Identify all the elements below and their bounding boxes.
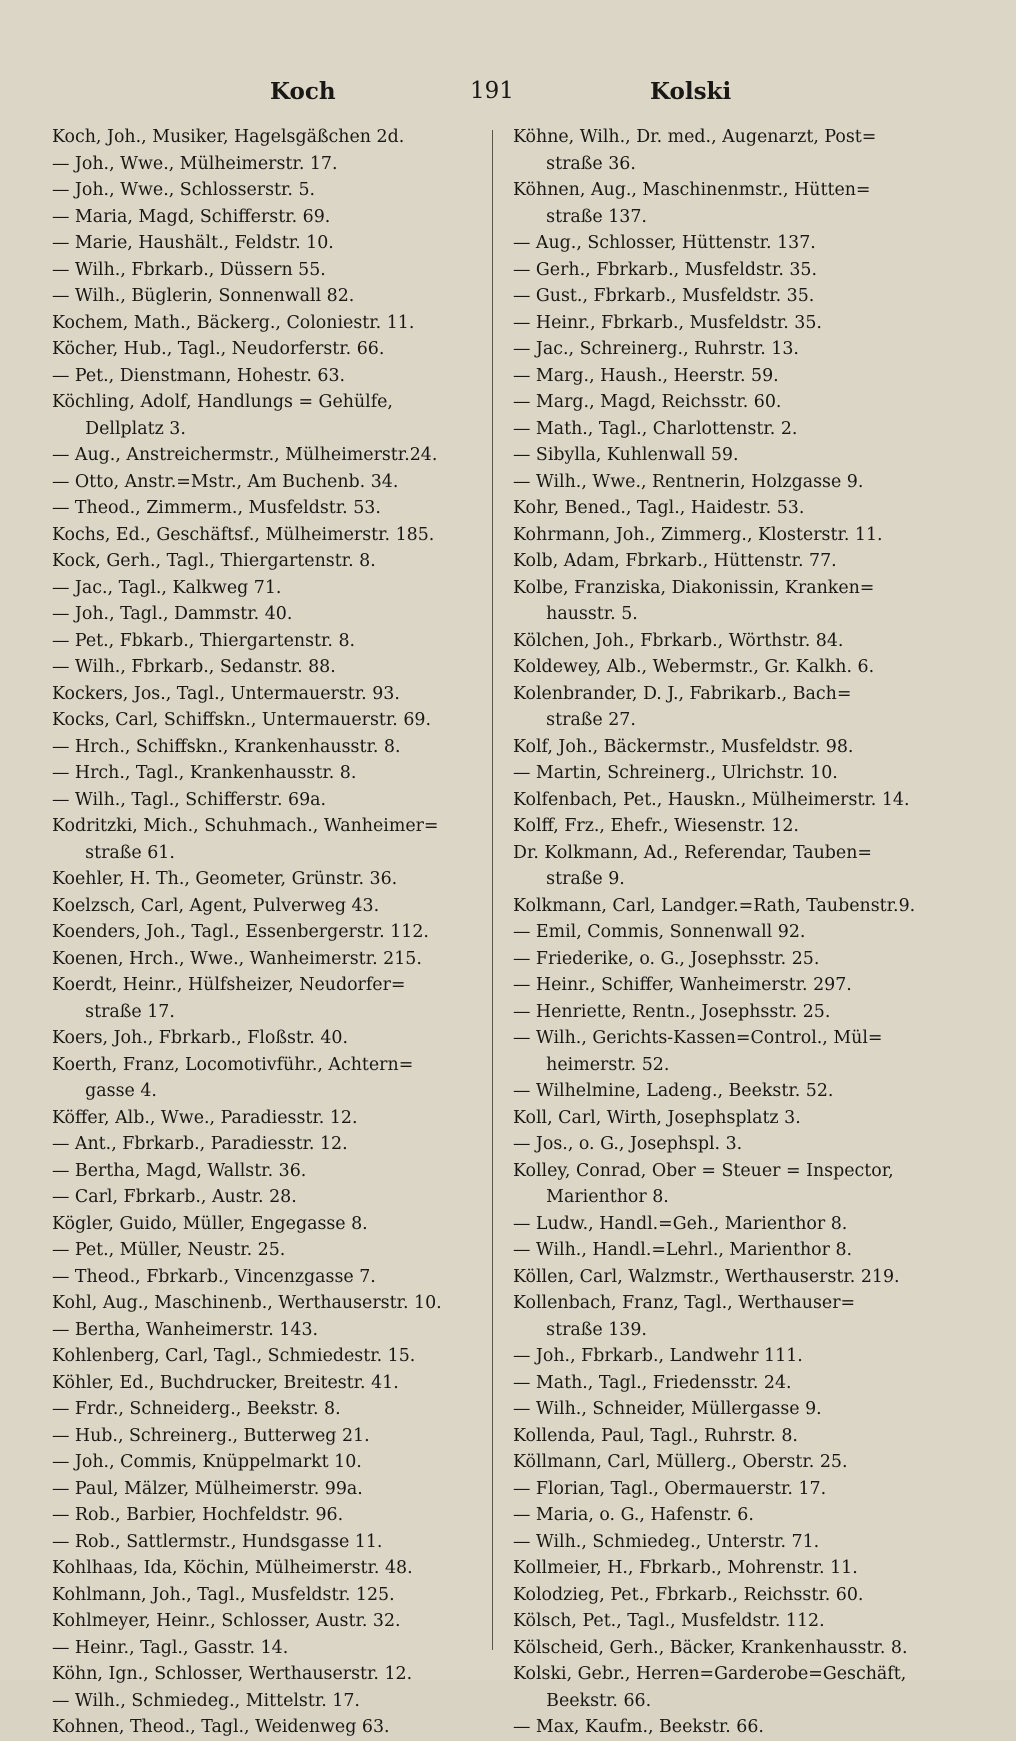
- directory-entry-line: Koerdt, Heinr., Hülfsheizer, Neudorfer=: [52, 975, 406, 995]
- directory-entry-line: Kolenbrander, D. J., Fabrikarb., Bach=: [513, 683, 852, 704]
- directory-entry-line: Kohl, Aug., Maschinenb., Werthauserstr. 10.: [52, 1293, 442, 1313]
- column-divider: [492, 130, 493, 1650]
- directory-entry-line: Dr. Kolkmann, Ad., Referendar, Tauben=: [513, 842, 872, 863]
- directory-entry-line: Kolf, Joh., Bäckermstr., Musfeldstr. 98.: [513, 736, 854, 757]
- directory-entry-line: Kohnen, Theod., Tagl., Weidenweg 63.: [52, 1717, 390, 1737]
- directory-entry-line: — Sibylla, Kuhlenwall 59.: [513, 445, 739, 465]
- directory-entry-line: — Maria, o. G., Hafenstr. 6.: [513, 1505, 754, 1525]
- directory-entry-line: Köhne, Wilh., Dr. med., Augenarzt, Post=: [513, 127, 877, 147]
- directory-entry-line: — Ant., Fbrkarb., Paradiesstr. 12.: [52, 1134, 348, 1154]
- directory-entry-line: — Pet., Dienstmann, Hohestr. 63.: [52, 365, 346, 386]
- directory-entry-line: — Marg., Haush., Heerstr. 59.: [513, 365, 779, 386]
- directory-entry-line: — Otto, Anstr.=Mstr., Am Buchenb. 34.: [52, 471, 399, 492]
- directory-entry-line: heimerstr. 52.: [513, 1054, 670, 1075]
- directory-entry-line: Koelzsch, Carl, Agent, Pulverweg 43.: [52, 895, 380, 916]
- directory-entry-line: Koldewey, Alb., Webermstr., Gr. Kalkh. 6.: [513, 657, 875, 677]
- directory-entry-line: straße 9.: [513, 869, 625, 889]
- directory-entry-line: Kockers, Jos., Tagl., Untermauerstr. 93.: [52, 683, 400, 704]
- directory-entry-line: Kollenda, Paul, Tagl., Ruhrstr. 8.: [513, 1425, 798, 1446]
- directory-entry-line: — Maria, Magd, Schifferstr. 69.: [52, 206, 331, 227]
- directory-entry-line: Koll, Carl, Wirth, Josephsplatz 3.: [513, 1107, 801, 1128]
- directory-entry-line: straße 137.: [513, 206, 647, 227]
- directory-entry-line: straße 17.: [52, 1001, 175, 1022]
- directory-entry-line: — Pet., Müller, Neustr. 25.: [52, 1240, 286, 1260]
- directory-entry-line: — Max, Kaufm., Beekstr. 66.: [513, 1717, 764, 1737]
- directory-entry-line: Kohr, Bened., Tagl., Haidestr. 53.: [513, 498, 805, 518]
- directory-entry-line: straße 61.: [52, 842, 175, 863]
- directory-entry-line: Kolkmann, Carl, Landger.=Rath, Taubenstr.9.: [513, 895, 916, 916]
- directory-entry-line: — Wilh., Fbrkarb., Düssern 55.: [52, 259, 326, 280]
- directory-entry-line: Kölchen, Joh., Fbrkarb., Wörthstr. 84.: [513, 630, 844, 651]
- directory-entry-line: — Heinr., Fbrkarb., Musfeldstr. 35.: [513, 312, 822, 333]
- directory-entry-line: Koenen, Hrch., Wwe., Wanheimerstr. 215.: [52, 948, 422, 969]
- directory-entry-line: Marienthor 8.: [513, 1187, 669, 1207]
- directory-entry-line: Kock, Gerh., Tagl., Thiergartenstr. 8.: [52, 551, 376, 571]
- directory-entry-line: — Joh., Commis, Knüppelmarkt 10.: [52, 1452, 362, 1472]
- directory-entry-line: — Joh., Wwe., Schlosserstr. 5.: [52, 180, 316, 200]
- directory-entry-line: Kocks, Carl, Schiffskn., Untermauerstr. 69.: [52, 710, 432, 730]
- directory-entry-line: — Wilh., Gerichts-Kassen=Control., Mül=: [513, 1028, 883, 1048]
- directory-entry-line: Köhler, Ed., Buchdrucker, Breitestr. 41.: [52, 1372, 399, 1393]
- directory-entry-line: — Rob., Sattlermstr., Hundsgasse 11.: [52, 1531, 383, 1552]
- directory-entry-line: — Wilhelmine, Ladeng., Beekstr. 52.: [513, 1081, 834, 1101]
- directory-entry-line: Koenders, Joh., Tagl., Essenbergerstr. 112.: [52, 922, 429, 942]
- directory-entry-line: hausstr. 5.: [513, 604, 638, 624]
- directory-entry-line: — Heinr., Tagl., Gasstr. 14.: [52, 1637, 289, 1658]
- directory-entry-line: — Wilh., Wwe., Rentnerin, Holzgasse 9.: [513, 471, 864, 492]
- directory-entry-line: — Carl, Fbrkarb., Austr. 28.: [52, 1187, 297, 1207]
- directory-entry-line: Beekstr. 66.: [513, 1690, 652, 1711]
- directory-entry-line: — Pet., Fbkarb., Thiergartenstr. 8.: [52, 630, 356, 651]
- right-column: [513, 124, 968, 1741]
- directory-entry-line: Kochs, Ed., Geschäftsf., Mülheimerstr. 185.: [52, 524, 435, 545]
- directory-entry-line: Köhnen, Aug., Maschinenmstr., Hütten=: [513, 180, 871, 200]
- directory-entry-line: — Joh., Tagl., Dammstr. 40.: [52, 604, 293, 624]
- directory-entry-line: Kohlmann, Joh., Tagl., Musfeldstr. 125.: [52, 1584, 395, 1605]
- directory-entry-line: Köhn, Ign., Schlosser, Werthauserstr. 12.: [52, 1664, 413, 1684]
- directory-entry-line: — Aug., Schlosser, Hüttenstr. 137.: [513, 233, 816, 253]
- directory-entry-line: — Gerh., Fbrkarb., Musfeldstr. 35.: [513, 259, 818, 280]
- directory-entry-line: Kohlmeyer, Heinr., Schlosser, Austr. 32.: [52, 1611, 401, 1631]
- directory-entry-line: Kohrmann, Joh., Zimmerg., Klosterstr. 11.: [513, 524, 883, 545]
- directory-entry-line: — Bertha, Wanheimerstr. 143.: [52, 1319, 319, 1340]
- directory-entry-line: Koch, Joh., Musiker, Hagelsgäßchen 2d.: [52, 127, 405, 147]
- directory-entry-line: — Florian, Tagl., Obermauerstr. 17.: [513, 1478, 827, 1499]
- directory-entry-line: Kolff, Frz., Ehefr., Wiesenstr. 12.: [513, 816, 799, 836]
- directory-entry-line: Kölscheid, Gerh., Bäcker, Krankenhausstr. 8.: [513, 1637, 908, 1658]
- directory-entry-line: — Jac., Tagl., Kalkweg 71.: [52, 577, 282, 598]
- directory-entry-line: — Hrch., Schiffskn., Krankenhausstr. 8.: [52, 736, 401, 757]
- page-number: 191: [470, 78, 514, 104]
- header-left-catchword: Koch: [270, 78, 336, 105]
- directory-entry-line: — Bertha, Magd, Wallstr. 36.: [52, 1160, 307, 1181]
- directory-entry-line: — Wilh., Büglerin, Sonnenwall 82.: [52, 286, 355, 306]
- directory-entry-line: Kohlenberg, Carl, Tagl., Schmiedestr. 15.: [52, 1346, 416, 1366]
- directory-entry-line: — Joh., Fbrkarb., Landwehr 111.: [513, 1346, 803, 1366]
- directory-entry-line: Kollmeier, H., Fbrkarb., Mohrenstr. 11.: [513, 1558, 858, 1578]
- directory-entry-line: Kodritzki, Mich., Schuhmach., Wanheimer=: [52, 816, 439, 836]
- directory-entry-line: Dellplatz 3.: [52, 418, 186, 439]
- directory-entry-line: — Hrch., Tagl., Krankenhausstr. 8.: [52, 763, 357, 783]
- directory-entry-line: — Rob., Barbier, Hochfeldstr. 96.: [52, 1505, 344, 1525]
- directory-entry-line: Kolfenbach, Pet., Hauskn., Mülheimerstr. 14.: [513, 789, 910, 810]
- directory-entry-line: — Hub., Schreinerg., Butterweg 21.: [52, 1425, 370, 1446]
- directory-entry-line: — Ludw., Handl.=Geh., Marienthor 8.: [513, 1213, 848, 1234]
- directory-entry-line: — Wilh., Fbrkarb., Sedanstr. 88.: [52, 657, 336, 677]
- directory-entry-line: straße 139.: [513, 1319, 647, 1340]
- directory-entry-line: — Theod., Fbrkarb., Vincenzgasse 7.: [52, 1266, 376, 1287]
- directory-entry-line: Kölsch, Pet., Tagl., Musfeldstr. 112.: [513, 1611, 825, 1631]
- directory-entry-line: — Wilh., Handl.=Lehrl., Marienthor 8.: [513, 1240, 853, 1260]
- directory-entry-line: — Joh., Wwe., Mülheimerstr. 17.: [52, 153, 338, 174]
- directory-entry-line: — Jac., Schreinerg., Ruhrstr. 13.: [513, 339, 799, 359]
- directory-entry-line: — Aug., Anstreichermstr., Mülheimerstr.24.: [52, 445, 438, 465]
- directory-entry-line: Kolodzieg, Pet., Fbrkarb., Reichsstr. 60.: [513, 1584, 864, 1605]
- directory-entry-line: Kolb, Adam, Fbrkarb., Hüttenstr. 77.: [513, 551, 837, 571]
- directory-entry-line: — Math., Tagl., Charlottenstr. 2.: [513, 418, 798, 439]
- page-header: [0, 78, 1016, 112]
- directory-entry-line: — Paul, Mälzer, Mülheimerstr. 99a.: [52, 1478, 363, 1499]
- directory-entry-line: Kolbe, Franziska, Diakonissin, Kranken=: [513, 577, 875, 598]
- header-right-catchword: Kolski: [650, 78, 732, 105]
- directory-entry-line: Kochem, Math., Bäckerg., Coloniestr. 11.: [52, 312, 415, 333]
- directory-entry-line: — Marg., Magd, Reichsstr. 60.: [513, 392, 782, 412]
- directory-entry-line: Kögler, Guido, Müller, Engegasse 8.: [52, 1213, 368, 1234]
- directory-entry-line: Koers, Joh., Fbrkarb., Floßstr. 40.: [52, 1028, 348, 1048]
- directory-entry-line: straße 27.: [513, 710, 636, 730]
- directory-entry-line: straße 36.: [513, 153, 636, 174]
- directory-entry-line: — Theod., Zimmerm., Musfeldstr. 53.: [52, 498, 381, 518]
- directory-entry-line: Köllen, Carl, Walzmstr., Werthauserstr. 219.: [513, 1266, 900, 1287]
- directory-entry-line: — Marie, Haushält., Feldstr. 10.: [52, 233, 334, 253]
- directory-entry-line: gasse 4.: [52, 1081, 157, 1101]
- directory-entry-line: — Jos., o. G., Josephspl. 3.: [513, 1134, 743, 1154]
- directory-entry-line: Kolski, Gebr., Herren=Garderobe=Geschäft,: [513, 1664, 907, 1684]
- left-column: [52, 124, 492, 1741]
- directory-entry-line: Koerth, Franz, Locomotivführ., Achtern=: [52, 1054, 414, 1075]
- directory-entry-line: Kohlhaas, Ida, Köchin, Mülheimerstr. 48.: [52, 1558, 413, 1578]
- directory-entry-line: — Heinr., Schiffer, Wanheimerstr. 297.: [513, 975, 852, 995]
- directory-entry-line: — Martin, Schreinerg., Ulrichstr. 10.: [513, 763, 838, 783]
- directory-entry-line: Koehler, H. Th., Geometer, Grünstr. 36.: [52, 869, 398, 889]
- directory-entry-line: Köcher, Hub., Tagl., Neudorferstr. 66.: [52, 339, 385, 359]
- directory-entry-line: Kolley, Conrad, Ober = Steuer = Inspector,: [513, 1160, 894, 1181]
- directory-entry-line: — Wilh., Schneider, Müllergasse 9.: [513, 1399, 822, 1419]
- directory-entry-line: — Friederike, o. G., Josephsstr. 25.: [513, 948, 820, 969]
- directory-entry-line: — Math., Tagl., Friedensstr. 24.: [513, 1372, 792, 1393]
- directory-entry-line: — Frdr., Schneiderg., Beekstr. 8.: [52, 1399, 341, 1419]
- directory-entry-line: Kollenbach, Franz, Tagl., Werthauser=: [513, 1293, 856, 1313]
- directory-entry-line: Köllmann, Carl, Müllerg., Oberstr. 25.: [513, 1452, 848, 1472]
- directory-entry-line: — Emil, Commis, Sonnenwall 92.: [513, 922, 806, 942]
- directory-entry-line: — Wilh., Schmiedeg., Unterstr. 71.: [513, 1531, 820, 1552]
- directory-entry-line: — Wilh., Schmiedeg., Mittelstr. 17.: [52, 1690, 360, 1711]
- directory-entry-line: Köffer, Alb., Wwe., Paradiesstr. 12.: [52, 1107, 358, 1128]
- directory-entry-line: — Gust., Fbrkarb., Musfeldstr. 35.: [513, 286, 815, 306]
- directory-entry-line: — Henriette, Rentn., Josephsstr. 25.: [513, 1001, 831, 1022]
- directory-entry-line: Köchling, Adolf, Handlungs = Gehülfe,: [52, 392, 393, 412]
- directory-entry-line: — Wilh., Tagl., Schifferstr. 69a.: [52, 789, 327, 810]
